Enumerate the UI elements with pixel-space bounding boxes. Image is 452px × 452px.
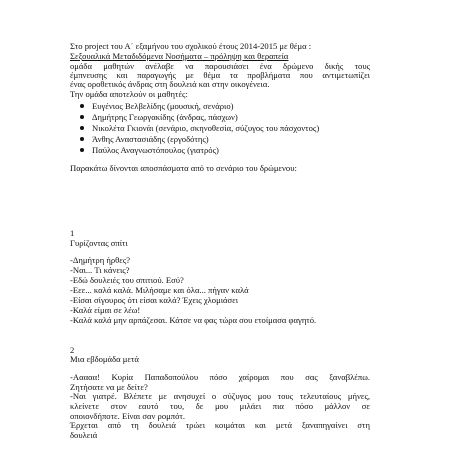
- dialogue-line: -Εδώ δουλειές του σπιτιού. Εσύ?: [70, 275, 184, 285]
- bullet-dot-icon: [80, 126, 84, 130]
- dialogue-line: -Εεε... καλά καλά. Μιλήσαμε και όλα... πήγαν καλά: [70, 285, 249, 295]
- dialogue-line: -Καλά καλά μην αρπάζεσαι. Κάτσε να φας τώρα σου ετοίμασα φαγητό.: [70, 315, 317, 325]
- scene-1-number: 1: [70, 228, 75, 238]
- member-item: Δημήτρης Γεωργακίδης (άνδρας, πάσχων): [92, 112, 238, 122]
- intro-line-4: έμπνευσης και παραγωγής με θέμα τα προβλήματα που αντιμετωπίζει: [70, 70, 370, 80]
- dialogue-line: -Ααααα! Κυρία Παπαδοπούλου πόσο χαίρομαι που σας ξαναβλέπω.: [70, 372, 370, 382]
- bullet-dot-icon: [80, 104, 84, 108]
- member-item: Άνθης Αναστασιάδης (εργοδότης): [92, 134, 209, 144]
- dialogue-line: -Είσαι σίγουρος ότι είσαι καλά? Έχεις χλομιάσει: [70, 295, 239, 305]
- bullet-dot-icon: [80, 137, 84, 141]
- intro-line-1: Στο project του Α΄ εξαμήνου του σχολικού έτους 2014-2015 με θέμα :: [70, 41, 312, 51]
- excerpt-intro: Παρακάτω δίνονται αποσπάσματα από το σενάριο του δρώμενου:: [70, 163, 297, 173]
- dialogue-line: -Ναι... Τι κάνεις?: [70, 265, 130, 275]
- dialogue-line: -Καλά είμαι σε λέω!: [70, 305, 141, 315]
- scene-2-number: 2: [70, 345, 75, 355]
- dialogue-line: οποιονδήποτε. Είναι σαν ρομπότ.: [70, 411, 185, 421]
- dialogue-line: -Δημήτρη ήρθες?: [70, 255, 131, 265]
- member-item: Ευγένιος Βελβελίδης (μουσική, σενάριο): [92, 101, 234, 111]
- scene-2-title: Μια εβδομάδα μετά: [70, 354, 139, 364]
- member-item: Παύλος Αναγνωστόπουλος (γιατρός): [92, 145, 219, 155]
- dialogue-line: Έρχεται από τη δουλειά τρώει κοιμάται και μετά ξαναπηγαίνει στη: [70, 420, 370, 430]
- bullet-dot-icon: [80, 148, 84, 152]
- dialogue-line: δουλειά: [70, 430, 98, 440]
- bullet-dot-icon: [80, 115, 84, 119]
- project-topic: Σεξουαλικά Μεταδιδόμενα Νοσήματα – πρόληψη και θεραπεία: [70, 51, 289, 61]
- dialogue-line: κλείνετε στον εαυτό του, δε μου μιλάει πια πόσο μάλλον σε: [70, 401, 370, 411]
- dialogue-line: Ζητήσατε να με δείτε?: [70, 382, 148, 392]
- intro-line-6: Την ομάδα αποτελούν οι μαθητές:: [70, 89, 188, 99]
- dialogue-line: -Ναι γιατρέ. Βλέπετε με ανησυχεί ο σύζυγος μου τους τελευταίους μήνες,: [70, 391, 370, 401]
- intro-line-5: ένας οροθετικός άνδρας στη δουλειά και στην οικογένεια.: [70, 79, 270, 89]
- member-item: Νικολέτα Γκιονάι (σενάριο, σκηνοθεσία, σύζυγος του πάσχοντος): [92, 123, 319, 133]
- scene-1-title: Γυρίζοντας σπίτι: [70, 238, 128, 248]
- intro-line-3: ομάδα μαθητών ανέλαβε να παρουσιάσει ένα δρώμενο δικής τους: [70, 61, 370, 71]
